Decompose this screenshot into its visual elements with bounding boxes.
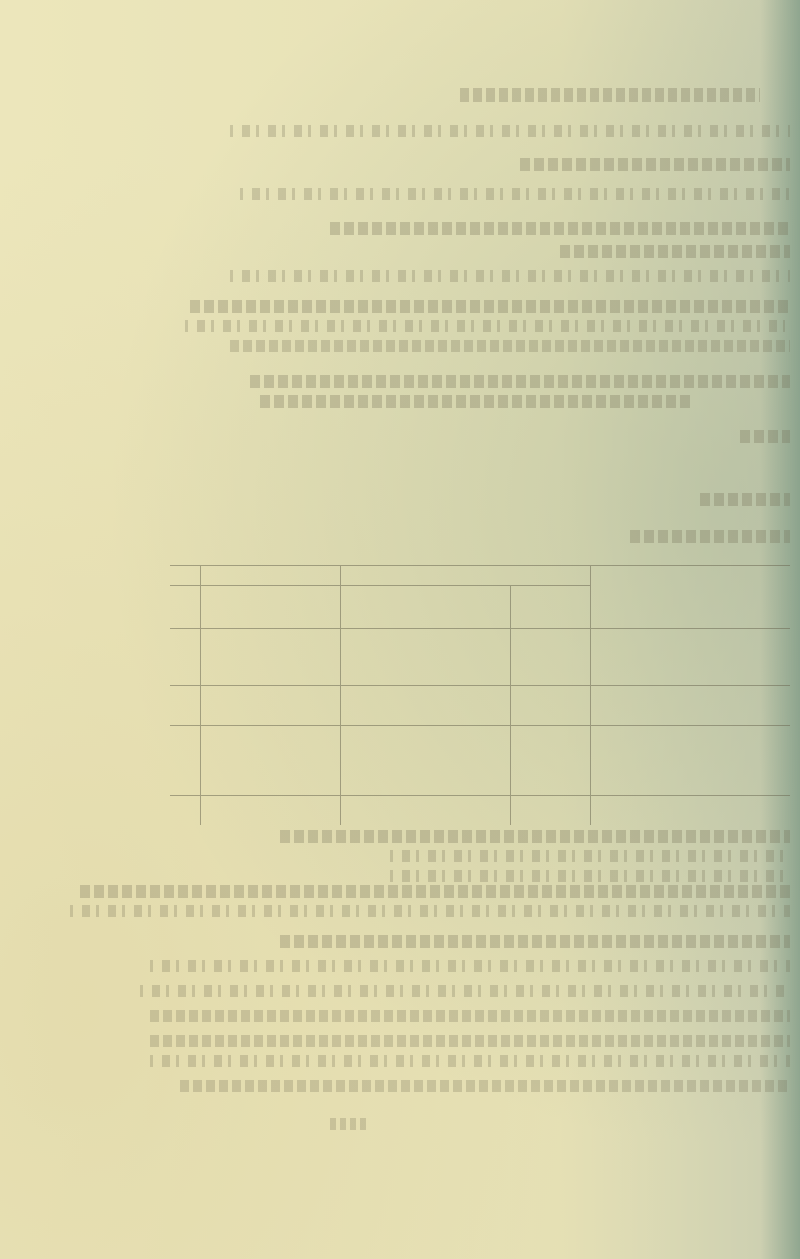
bleed-through-line — [520, 158, 790, 171]
bleed-through-table — [170, 565, 798, 825]
bleed-through-line — [70, 905, 790, 917]
bleed-through-line — [740, 430, 790, 443]
bleed-through-line — [630, 530, 790, 543]
bleed-through-line — [230, 125, 790, 137]
bleed-through-line — [80, 885, 790, 898]
bleed-through-line — [240, 188, 790, 200]
bleed-through-line — [330, 1118, 370, 1130]
bleed-through-line — [390, 850, 790, 862]
bleed-through-line — [250, 375, 790, 388]
bleed-through-line — [140, 985, 790, 997]
bleed-through-line — [700, 493, 790, 506]
bleed-through-line — [330, 222, 790, 235]
bleed-through-line — [150, 1055, 790, 1067]
bleed-through-line — [260, 395, 690, 408]
bleed-through-line — [185, 320, 785, 332]
bleed-through-line — [180, 1080, 790, 1092]
bleed-through-line — [280, 830, 790, 843]
bleed-through-line — [390, 870, 790, 882]
bleed-through-line — [560, 245, 790, 258]
bleed-through-line — [150, 1010, 790, 1022]
bleed-through-line — [150, 1035, 790, 1047]
bleed-through-line — [150, 960, 790, 972]
bleed-through-line — [230, 340, 790, 352]
bleed-through-line — [280, 935, 790, 948]
bleed-through-line — [230, 270, 790, 282]
bleed-through-line — [190, 300, 790, 313]
bleed-through-line — [460, 88, 760, 102]
